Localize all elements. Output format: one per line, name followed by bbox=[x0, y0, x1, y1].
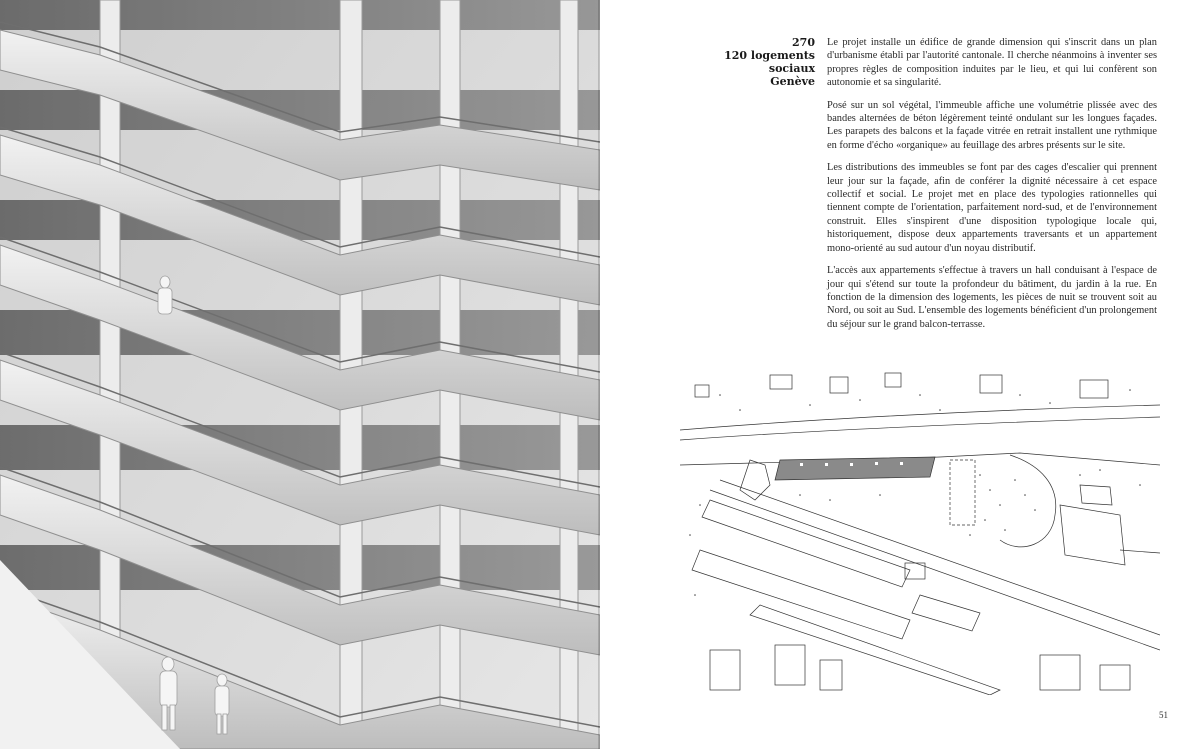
project-number: 270 bbox=[792, 36, 815, 49]
text-page bbox=[600, 0, 1200, 749]
project-city: Genève bbox=[770, 75, 815, 88]
project-building bbox=[775, 457, 935, 480]
paragraph: Posé sur un sol végétal, l'immeuble affiche une volumétrie plissée avec des bandes alternées de béton légèrement teinté ondulant sur les longues façades. Les parapets des balcons et la façade vitrée en retrait installent une rythmique en forme d'écho «organique» au feuillage des arbres présents sur le site. bbox=[827, 99, 1157, 151]
paragraph: Les distributions des immeubles se font par des cages d'escalier qui prennent leur jour sur la façade, afin de conférer la dignité nécessaire à cet espace collectif et social. Le projet met en place des typologies rationnelles qui tiennent compte de l'orientation, parfaitement nord-sud, et de l'environnement construit. Elles s'inspirent d'une disposition typologique locale qui, historiquement, dispose deux appartements traversants et un appartement mono-orienté au sud autour d'un noyau distributif. bbox=[827, 162, 1157, 254]
project-title: 120 logements sociaux bbox=[724, 49, 815, 75]
paragraph: L'accès aux appartements s'effectue à travers un hall conduisant à l'espace de jour qui s'étend sur toute la profondeur du bâtiment, du jardin à la rue. En fonction de la dimension des logements, les pièces de nuit se trouvent soit au Nord, ou soit au Sud. L'ensemble des logements bénéficient d'un prolongement du séjour sur le grand balcon-terrasse. bbox=[827, 265, 1157, 330]
site-plan bbox=[680, 365, 1160, 695]
project-description bbox=[827, 36, 1157, 340]
site-plan-drawing bbox=[680, 365, 1160, 695]
paragraph: Le projet installe un édifice de grande dimension qui s'inscrit dans un plan d'urbanisme établi par l'autorité cantonale. Il cherche néanmoins à inventer ses propres règles de composition induites par le lieu, et qui lui confèrent son autonomie et sa singularité. bbox=[827, 37, 1157, 89]
project-heading bbox=[685, 36, 815, 88]
page-number: 51 bbox=[1159, 710, 1168, 720]
